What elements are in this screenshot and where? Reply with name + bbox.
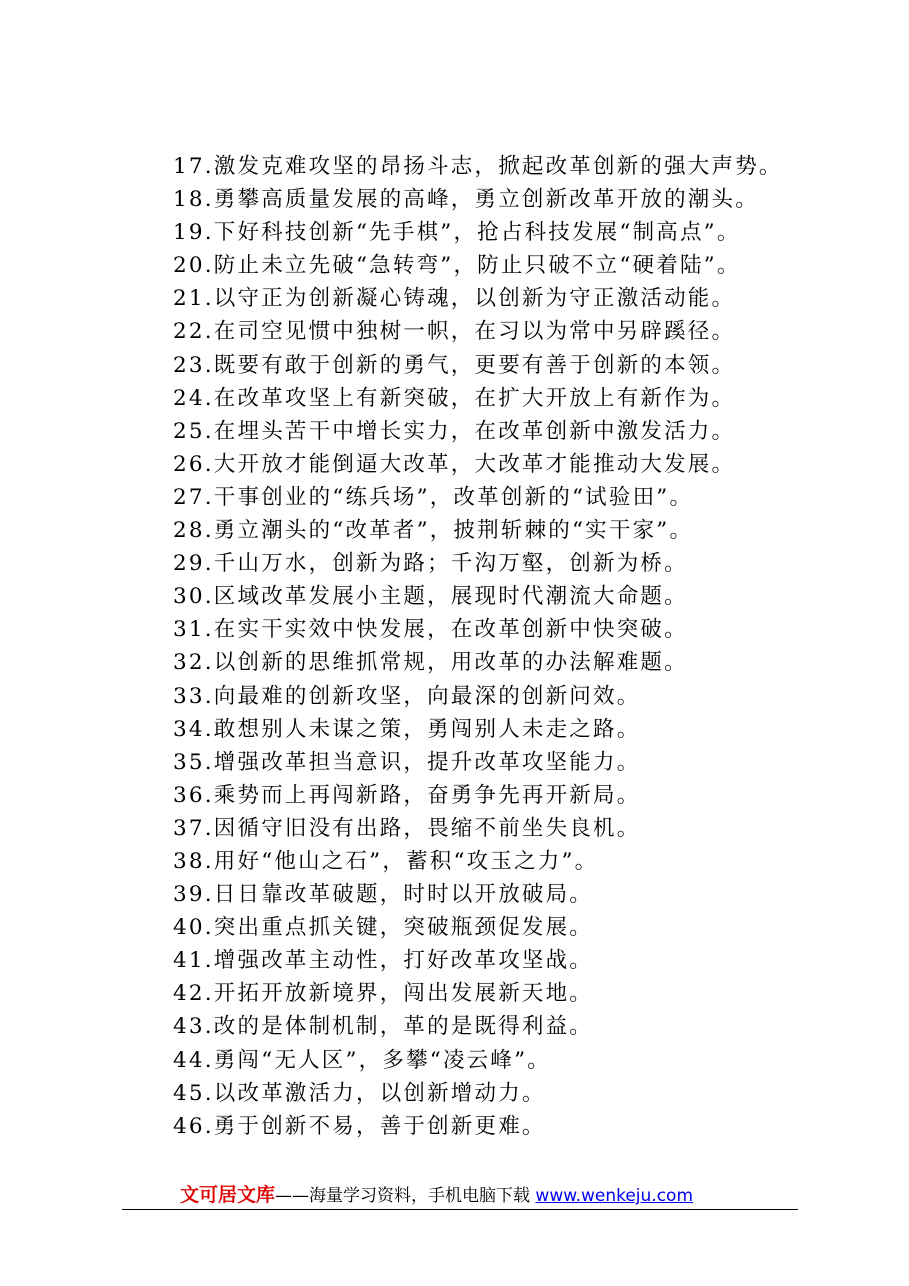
- list-item: 34.敢想别人未谋之策，勇闯别人未走之路。: [173, 716, 641, 742]
- list-item: 46.勇于创新不易，善于创新更难。: [173, 1113, 546, 1139]
- list-item: 33.向最难的创新攻坚，向最深的创新问效。: [173, 683, 641, 709]
- list-item: 26.大开放才能倒逼大改革，大改革才能推动大发展。: [173, 451, 736, 477]
- list-item: 20.防止未立先破“急转弯”，防止只破不立“硬着陆”。: [173, 253, 741, 279]
- footer-slogan: ——海量学习资料，手机电脑下载: [275, 1186, 531, 1206]
- list-item: 23.既要有敢于创新的勇气，更要有善于创新的本领。: [173, 352, 736, 378]
- list-item: 22.在司空见惯中独树一帜，在习以为常中另辟蹊径。: [173, 319, 736, 345]
- list-item: 41.增强改革主动性，打好改革攻坚战。: [173, 948, 593, 974]
- page-footer: [180, 1181, 780, 1209]
- list-item: 39.日日靠改革破题，时时以开放破局。: [173, 882, 593, 908]
- footer-brand: 文可居文库: [180, 1184, 276, 1206]
- list-item: 24.在改革攻坚上有新突破，在扩大开放上有新作为。: [173, 385, 736, 411]
- list-item: 45.以改革激活力，以创新增动力。: [173, 1080, 546, 1106]
- list-item: 25.在埋头苦干中增长实力，在改革创新中激发活力。: [173, 418, 736, 444]
- list-item: 31.在实干实效中快发展，在改革创新中快突破。: [173, 617, 688, 643]
- list-item: 32.以创新的思维抓常规，用改革的办法解难题。: [173, 650, 688, 676]
- list-item: 19.下好科技创新“先手棋”，抢占科技发展“制高点”。: [173, 220, 741, 246]
- list-item: 38.用好“他山之石”，蓄积“攻玉之力”。: [173, 848, 599, 874]
- list-item: 21.以守正为创新凝心铸魂，以创新为守正激活动能。: [173, 286, 736, 312]
- list-item: 30.区域改革发展小主题，展现时代潮流大命题。: [173, 584, 688, 610]
- list-item: 40.突出重点抓关键，突破瓶颈促发展。: [173, 915, 593, 941]
- footer-divider: [122, 1209, 798, 1210]
- footer-url-link[interactable]: www.wenkeju.com: [535, 1186, 694, 1206]
- list-item: 28.勇立潮头的“改革者”，披荆斩棘的“实干家”。: [173, 518, 694, 544]
- list-item: 18.勇攀高质量发展的高峰，勇立创新改革开放的潮头。: [173, 187, 759, 213]
- list-item: 17.激发克难攻坚的昂扬斗志，掀起改革创新的强大声势。: [173, 154, 783, 179]
- document-body: [173, 150, 873, 1143]
- list-item: 36.乘势而上再闯新路，奋勇争先再开新局。: [173, 782, 641, 808]
- list-item: 44.勇闯“无人区”，多攀“凌云峰”。: [173, 1047, 551, 1073]
- list-item: 42.开拓开放新境界，闯出发展新天地。: [173, 981, 593, 1007]
- list-item: 43.改的是体制机制，革的是既得利益。: [173, 1014, 593, 1040]
- list-item: 27.干事创业的“练兵场”，改革创新的“试验田”。: [173, 484, 694, 510]
- list-item: 29.千山万水，创新为路；千沟万壑，创新为桥。: [173, 551, 688, 577]
- list-item: 35.增强改革担当意识，提升改革攻坚能力。: [173, 749, 641, 775]
- list-item: 37.因循守旧没有出路，畏缩不前坐失良机。: [173, 815, 641, 841]
